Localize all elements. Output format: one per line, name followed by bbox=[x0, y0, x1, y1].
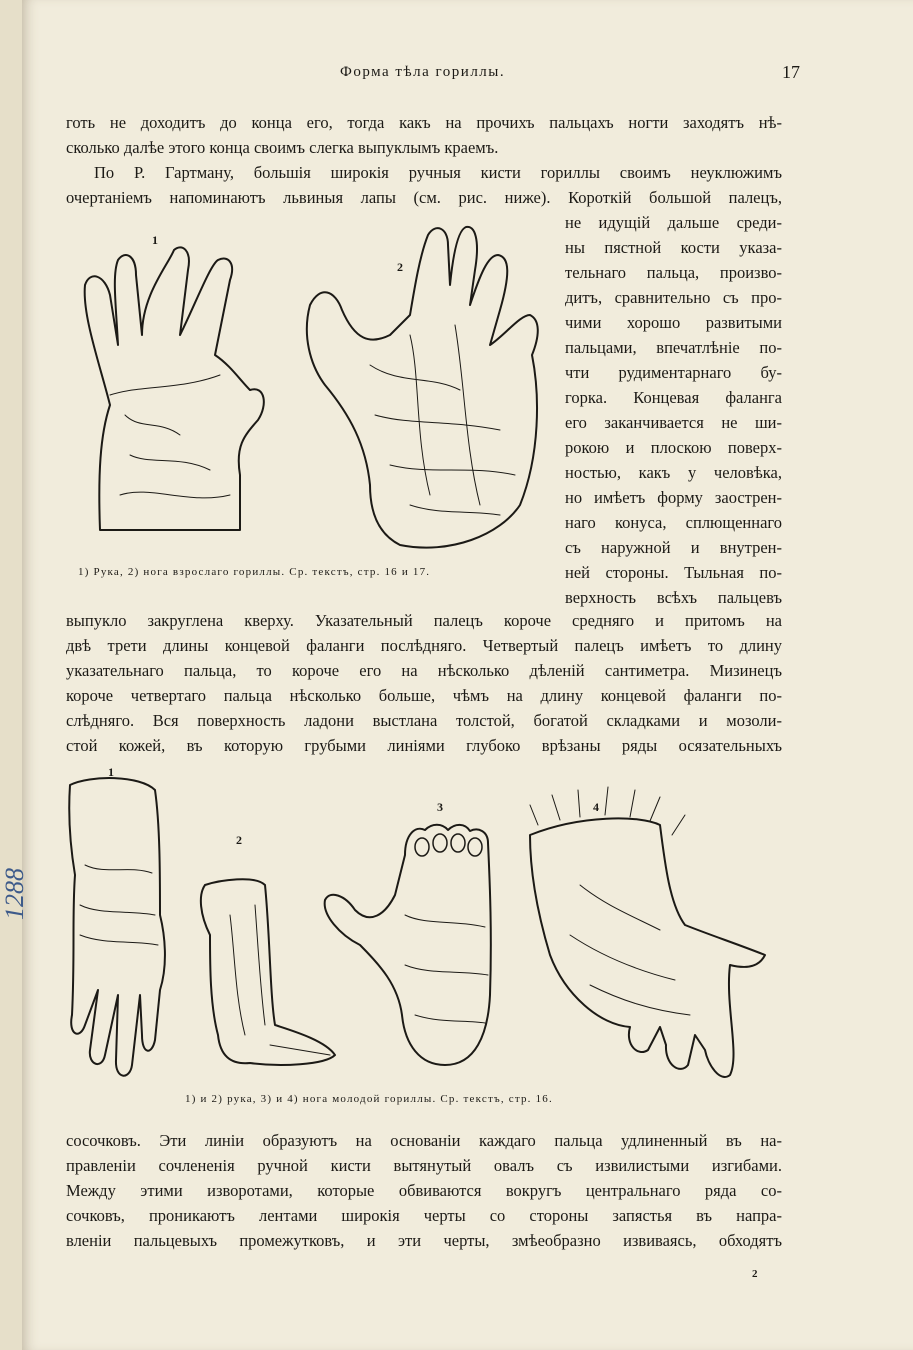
text-line: его заканчивается не ши- bbox=[565, 413, 782, 432]
figure-2-label-3: 3 bbox=[437, 800, 443, 814]
text-line: очертаніемъ напоминаютъ львиныя лапы (см. рис. ниже). Короткій большой палецъ, bbox=[66, 188, 782, 207]
paragraph-1 bbox=[66, 110, 782, 160]
text-line: сколько далѣе этого конца своимъ слегка выпуклымъ краемъ. bbox=[66, 138, 499, 157]
text-line: вленіи пальцевыхъ промежутковъ, и эти черты, змѣеобразно извиваясь, обходятъ bbox=[66, 1231, 782, 1250]
text-line: дитъ, сравнительно съ про- bbox=[565, 288, 782, 307]
text-line: указательнаго пальца, то короче его на нѣсколько дѣленій сантиметра. Мизинецъ bbox=[66, 661, 782, 680]
page-number: 17 bbox=[782, 62, 800, 82]
figure-1-illustration bbox=[70, 215, 550, 560]
figure-2-label-1: 1 bbox=[108, 765, 114, 779]
text-line: ностью, какъ у человѣка, bbox=[565, 463, 782, 482]
text-line: сосочковъ. Эти линіи образуютъ на основаніи каждаго пальца удлиненный въ на- bbox=[66, 1131, 782, 1150]
text-line: наго конуса, сплющеннаго bbox=[565, 513, 782, 532]
text-line: Между этими изворотами, которые обвиваются вокругъ центральнаго ряда со- bbox=[66, 1181, 782, 1200]
margin-handwritten-note: 1288 bbox=[0, 868, 29, 920]
text-line: слѣдняго. Вся поверхность ладони выстлана толстой, богатой складками и мозоли- bbox=[66, 711, 782, 730]
text-line: не идущій дальше среди- bbox=[565, 213, 782, 232]
running-title: Форма тѣла гориллы. bbox=[340, 64, 506, 80]
young-gorilla-foot-side-drawing bbox=[530, 787, 765, 1077]
text-line: выпукло закруглена кверху. Указательный палецъ короче средняго и притомъ на bbox=[66, 611, 782, 630]
text-line: ны пястной кости указа- bbox=[565, 238, 782, 257]
text-line: пальцами, впечатлѣніе по- bbox=[565, 338, 782, 357]
sheet-signature-number: 2 bbox=[752, 1268, 758, 1280]
paragraph-2-column bbox=[565, 210, 782, 610]
figure-1-caption: 1) Рука, 2) нога взрослаго гориллы. Ср. текстъ, стр. 16 и 17. bbox=[78, 566, 431, 578]
text-line: стой кожей, въ которую грубыми линіями глубоко врѣзаны ряды осязательныхъ bbox=[66, 736, 782, 755]
text-line: но имѣетъ форму заострен- bbox=[565, 488, 782, 507]
text-line: сочковъ, проникаютъ лентами широкія черты со стороны запястья въ напра- bbox=[66, 1206, 782, 1225]
young-gorilla-hand-palm-drawing bbox=[69, 778, 165, 1076]
text-line: готь не доходитъ до конца его, тогда какъ на прочихъ пальцахъ ногти заходятъ нѣ- bbox=[66, 113, 782, 132]
running-header bbox=[60, 62, 800, 88]
young-gorilla-hand-side-drawing bbox=[201, 879, 335, 1065]
figure-1-label-2: 2 bbox=[397, 260, 403, 274]
figure-1-label-1: 1 bbox=[152, 233, 158, 247]
young-gorilla-foot-sole-drawing bbox=[325, 825, 491, 1065]
paragraph-2-remainder bbox=[66, 608, 782, 758]
figure-2-label-2: 2 bbox=[236, 833, 242, 847]
gorilla-foot-drawing bbox=[307, 227, 538, 548]
text-line: короче четвертаго пальца нѣсколько больше, чѣмъ на длину концевой фаланги по- bbox=[66, 686, 782, 705]
figure-2-caption: 1) и 2) рука, 3) и 4) нога молодой гориллы. Ср. текстъ, стр. 16. bbox=[185, 1093, 553, 1105]
figure-2-illustration bbox=[60, 765, 780, 1085]
paragraph-2-opening bbox=[66, 160, 782, 210]
text-line: рокою и плоскою поверх- bbox=[565, 438, 782, 457]
paragraph-3 bbox=[66, 1128, 782, 1253]
text-line: горка. Концевая фаланга bbox=[565, 388, 782, 407]
gorilla-hand-drawing bbox=[85, 247, 264, 530]
text-line: правленіи сочлененія ручной кисти вытянутый овалъ съ извилистыми изгибами. bbox=[66, 1156, 782, 1175]
text-line: По Р. Гартману, большія широкія ручныя кисти гориллы своимъ неуклюжимъ bbox=[94, 163, 782, 182]
text-line: чти рудиментарнаго бу- bbox=[565, 363, 782, 382]
text-line: верхность всѣхъ пальцевъ bbox=[565, 588, 782, 607]
text-line: съ наружной и внутрен- bbox=[565, 538, 782, 557]
text-line: ней стороны. Тыльная по- bbox=[565, 563, 782, 582]
text-line: двѣ трети длины концевой фаланги послѣдняго. Четвертый палецъ имѣетъ то длину bbox=[66, 636, 782, 655]
figure-2-label-4: 4 bbox=[593, 800, 599, 814]
figure-2-svg bbox=[60, 765, 780, 1085]
figure-1-svg bbox=[70, 215, 550, 560]
text-line: тельнаго пальца, произво- bbox=[565, 263, 782, 282]
text-line: чими хорошо развитыми bbox=[565, 313, 782, 332]
